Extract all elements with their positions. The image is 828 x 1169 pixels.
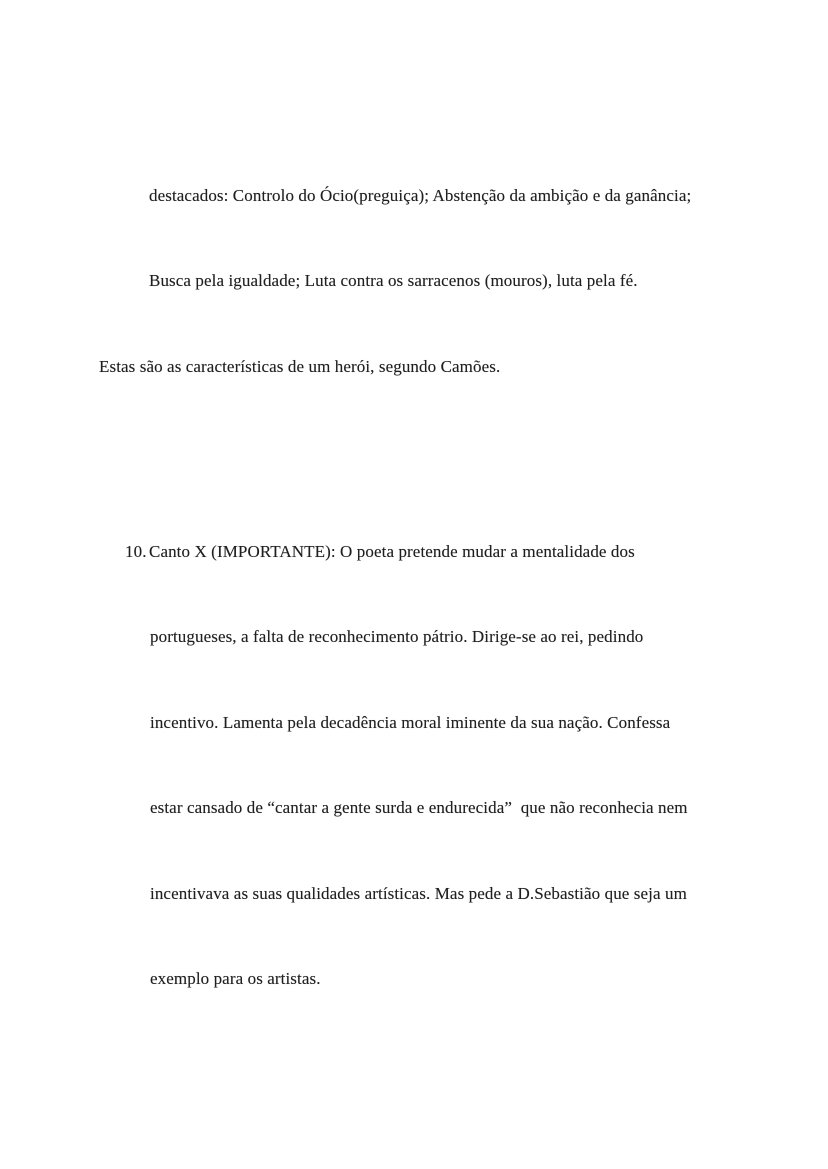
page-text-block (99, 96, 799, 1136)
list-item-number: 10. (125, 541, 147, 561)
list-item-line: exemplo para os artistas. (150, 969, 321, 988)
list-item-line: portugueses, a falta de reconhecimento pátrio. Dirige-se ao rei, pedindo (150, 627, 644, 646)
list-item-line: incentivo. Lamenta pela decadência moral iminente da sua nação. Confessa (150, 712, 671, 732)
continuation-closing-line: Estas são as características de um herói, segundo Camões. (99, 356, 501, 376)
list-item-line: incentivava as suas qualidades artísticas. Mas pede a D.Sebastião que seja um (150, 883, 687, 903)
continuation-line: Busca pela igualdade; Luta contra os sarracenos (mouros), luta pela fé. (149, 271, 638, 290)
list-item-line: estar cansado de “cantar a gente surda e endurecida” que não reconhecia nem (150, 798, 688, 817)
list-item-first-line (99, 538, 799, 567)
list-item-10 (99, 481, 799, 1051)
list-item-text: Canto X (IMPORTANTE): O poeta pretende mudar a mentalidade dos (149, 541, 635, 561)
continuation-line: destacados: Controlo do Ócio(preguiça); Abstenção da ambição e da ganância; (149, 185, 692, 205)
